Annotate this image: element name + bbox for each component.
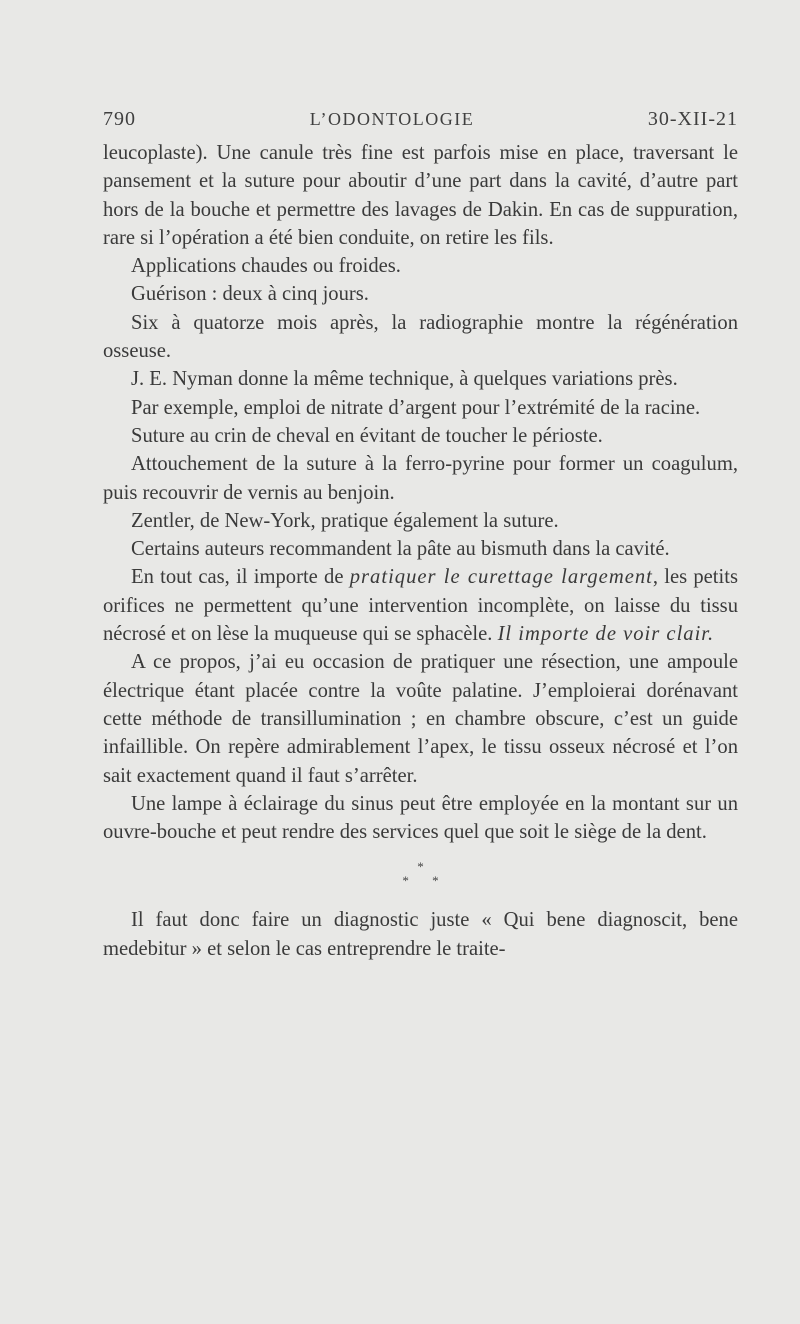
paragraph: A ce propos, j’ai eu occasion de pratiquer une résection, une ampoule électrique étant placée contre la voûte palatine. J’emploierai dorénavant cette méthode de transillumination ; en chambre obscure, c’est un guide infaillible. On repère admirablement l’apex, le tissu osseux nécrosé et l’on sait exactement quand il faut s’arrêter. (103, 651, 738, 787)
asterism-bottom: * * (402, 873, 449, 889)
text-run: En tout cas, il importe de (131, 566, 350, 589)
paragraph: J. E. Nyman donne la même technique, à quelques variations près. (131, 368, 678, 391)
paragraph: Une lampe à éclairage du sinus peut être employée en la montant sur un ouvre-bouche et peut rendre des services quel que soit le siège de la dent. (103, 792, 738, 844)
text-run: , les petits orifices ne permettent qu’une intervention incomplète, on laisse du tissu nécrosé et on lèse la muqueuse qui se sphacèle. (103, 566, 738, 646)
paragraph: Suture au crin de cheval en évitant de toucher le périoste. (131, 424, 603, 447)
asterism-separator (103, 860, 738, 888)
running-header (103, 108, 738, 131)
paragraph: Applications chaudes ou froides. (131, 255, 401, 278)
paragraph: Certains auteurs recommandent la pâte au bismuth dans la cavité. (131, 538, 670, 561)
paragraph: Par exemple, emploi de nitrate d’argent pour l’extrémité de la racine. (131, 396, 701, 419)
italic-emphasis: Il importe de voir clair. (497, 623, 715, 646)
issue-date: 30-XII-21 (647, 108, 738, 130)
paragraph: Guérison : deux à cinq jours. (131, 283, 369, 306)
italic-emphasis: pratiquer le curettage largement (349, 566, 653, 589)
asterism-top: * (417, 859, 424, 875)
journal-title: L’ODONTOLOGIE (309, 109, 475, 129)
paragraph: Attouchement de la suture à la ferro-pyrine pour former un coagulum, puis recouvrir de vernis au benjoin. (103, 453, 738, 504)
paragraph: Zentler, de New-York, pratique également la suture. (131, 509, 559, 532)
paragraph: Six à quatorze mois après, la radiographie montre la régénération osseuse. (103, 311, 738, 363)
paragraph: leucoplaste). Une canule très fine est parfois mise en place, traversant le pansement et la suture pour aboutir d’une part dans la cavité, d’autre part hors de la bouche et permettre des lavages de Dakin. En cas de suppuration, rare si l’opération a été bien conduite, on retire les fils. (103, 142, 738, 249)
page-number: 790 (103, 108, 136, 130)
paragraph: Il faut donc faire un diagnostic juste « Qui bene diagnoscit, bene medebitur » et selon le cas entreprendre le traite- (103, 909, 738, 960)
paragraph-curettage (103, 563, 738, 648)
body-text (103, 139, 738, 963)
